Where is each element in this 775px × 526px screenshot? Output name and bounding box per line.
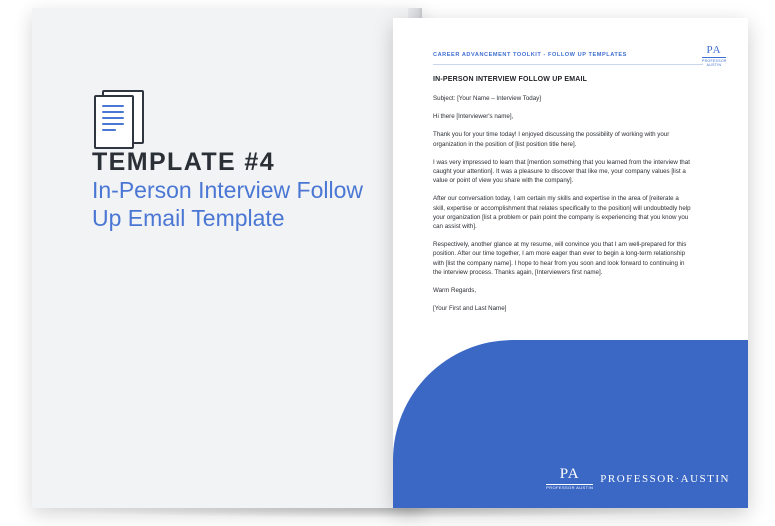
letter-paragraph: After our conversation today, I am certain my skills and expertise in the area of [reiterate a skill, expertise or accomplishment that relates specifically to the position] will undoubtedly help your organization [list a problem or pain point the company is experiencing that you know you can assist with]. bbox=[433, 195, 691, 231]
document-line bbox=[102, 111, 124, 113]
document-line bbox=[102, 123, 124, 125]
brand-monogram-subtext: PROFESSOR AUSTIN bbox=[546, 485, 594, 490]
template-number: TEMPLATE #4 bbox=[92, 148, 276, 176]
letter-paragraph: Warm Regards, bbox=[433, 287, 477, 295]
document-pages-icon bbox=[94, 90, 142, 146]
letter-logo-subtext: PROFESSOR AUSTIN bbox=[702, 59, 727, 67]
cover-title: In-Person Interview Follow Up Email Template bbox=[92, 177, 363, 231]
letter-body bbox=[433, 94, 691, 322]
cover-inner bbox=[32, 8, 422, 508]
letter-paragraph: [Your First and Last Name] bbox=[433, 305, 507, 313]
letter-header-text: CAREER ADVANCEMENT TOOLKIT - FOLLOW UP TEMPLATES bbox=[433, 52, 627, 58]
document-line bbox=[102, 117, 124, 119]
brand-monogram-icon bbox=[546, 467, 593, 490]
document-sheet-front bbox=[94, 95, 134, 149]
letter-paragraph: Subject: [Your Name – Interview Today] bbox=[433, 95, 541, 102]
letter-paragraph: I was very impressed to learn that [mention something that you learned from the interview that caught your attention]. It was a pleasure to discover that like me, your company values [list a value or point of view you share with the company]. bbox=[433, 158, 690, 185]
letter-paragraph: Thank you for your time today! I enjoyed discussing the possibility of working with your organization in the position of [list position title here]. bbox=[433, 131, 670, 148]
brand-panel bbox=[393, 340, 748, 508]
letter-logo-letters: PA bbox=[706, 44, 722, 56]
letter-paragraph: Respectively, another glance at my resume, will convince you that I am well-prepared for this position. After our time together, I am more eager than ever to begin a long-term relationship with [list the company name]. I hope to hear from you soon and look forward to continuing in the interview process. Thanks again, [Interviewers first name]. bbox=[433, 241, 687, 276]
document-line bbox=[102, 129, 116, 131]
brand-monogram-letters: PA bbox=[559, 466, 580, 482]
brand-name: PROFESSOR·AUSTIN bbox=[600, 472, 730, 485]
letter-paragraph: Hi there [Interviewer's name], bbox=[433, 113, 514, 121]
header-divider bbox=[433, 64, 703, 65]
letter-title: IN-PERSON INTERVIEW FOLLOW UP EMAIL bbox=[433, 76, 588, 83]
cover-page bbox=[32, 8, 422, 508]
document-line bbox=[102, 105, 124, 107]
letter-logo-rule bbox=[702, 57, 726, 58]
brand-lockup bbox=[546, 467, 730, 490]
letter-logo-icon bbox=[702, 44, 726, 67]
